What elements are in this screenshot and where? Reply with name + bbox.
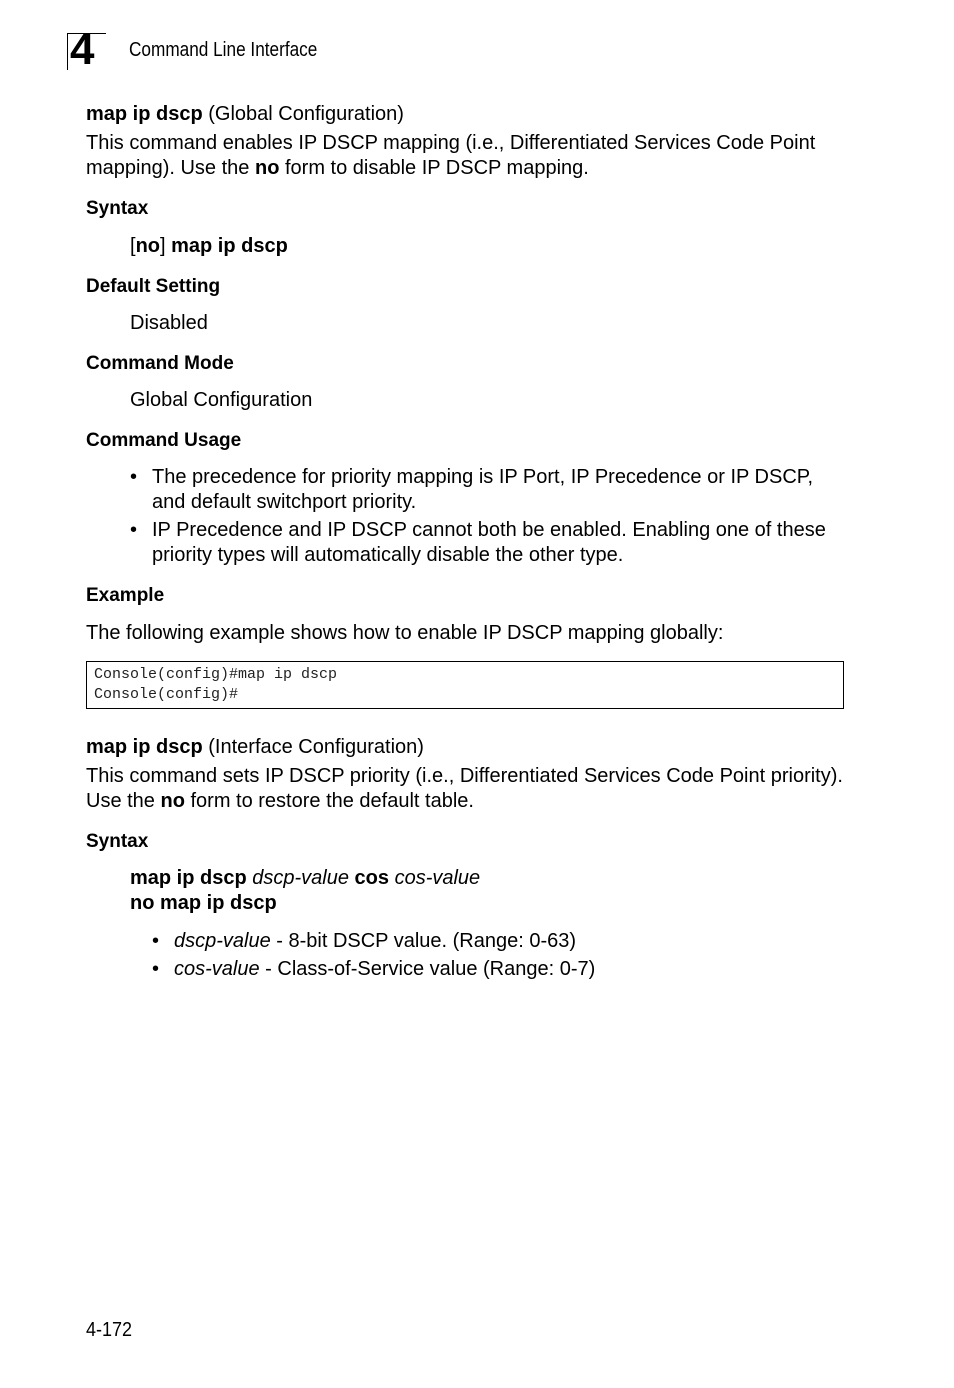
- page-number: 4-172: [86, 1319, 133, 1341]
- default-setting-value: Disabled: [130, 312, 208, 334]
- syntax-arg-dscp: dscp-value: [252, 867, 349, 889]
- syntax-bracket-close: ]: [160, 235, 172, 257]
- list-item: [152, 957, 872, 982]
- code-line: Console(config)#: [94, 686, 239, 703]
- syntax-command: map ip dscp: [130, 867, 247, 889]
- section1-syntax-line: [130, 234, 288, 259]
- section2-syntax-line1: [130, 866, 480, 891]
- section1-description: [86, 131, 846, 181]
- section1-desc-text1: This command enables IP DSCP mapping (i.e., Differentiated Services Code Point mapping). Use the: [86, 132, 816, 179]
- param-desc: - Class-of-Service value (Range: 0-7): [259, 958, 596, 980]
- param-name: cos-value: [174, 958, 260, 980]
- command-usage-list: [130, 465, 850, 571]
- section1-command: map ip dscp: [86, 103, 203, 125]
- syntax-keyword-cos: cos: [354, 867, 390, 889]
- section2-syntax-heading: Syntax: [86, 831, 149, 852]
- section2-desc-text2: form to restore the default table.: [184, 790, 474, 812]
- command-mode-value: Global Configuration: [130, 389, 313, 411]
- section1-context: (Global Configuration): [202, 103, 404, 125]
- code-example: [86, 661, 844, 709]
- section2-context: (Interface Configuration): [202, 736, 424, 758]
- section2-syntax-line2: no map ip dscp: [130, 892, 277, 914]
- default-setting-heading: Default Setting: [86, 276, 221, 297]
- list-item: • IP Precedence and IP DSCP cannot both be enabled. Enabling one of these priority types will automatically disable the other type.: [130, 518, 850, 568]
- section2-command: map ip dscp: [86, 736, 203, 758]
- section1-desc-no: no: [254, 157, 280, 179]
- list-item: [152, 929, 872, 954]
- section1-title: [86, 102, 404, 126]
- parameter-list: [152, 929, 872, 985]
- syntax-no: no: [135, 235, 160, 257]
- section2-description: [86, 764, 846, 814]
- section1-desc-text2: form to disable IP DSCP mapping.: [279, 157, 589, 179]
- code-line: Console(config)#map ip dscp: [94, 666, 338, 683]
- section2-title: [86, 735, 424, 759]
- syntax-bracket-open: [: [130, 235, 136, 257]
- running-title: Command Line Interface: [129, 39, 318, 61]
- section1-syntax-heading: Syntax: [86, 198, 149, 219]
- syntax-command: map ip dscp: [171, 235, 288, 257]
- chapter-number: 4: [70, 25, 94, 74]
- command-mode-heading: Command Mode: [86, 353, 234, 374]
- section2-desc-text1: This command sets IP DSCP priority (i.e., Differentiated Services Code Point priority). Use the: [86, 765, 843, 812]
- param-name: dscp-value: [174, 930, 271, 952]
- syntax-arg-cos: cos-value: [394, 867, 481, 889]
- list-item: • The precedence for priority mapping is IP Port, IP Precedence or IP DSCP, and default switchport priority.: [130, 465, 850, 515]
- command-usage-heading: Command Usage: [86, 430, 242, 451]
- section2-desc-no: no: [160, 790, 185, 812]
- param-desc: - 8-bit DSCP value. (Range: 0-63): [270, 930, 577, 952]
- example-intro: The following example shows how to enable IP DSCP mapping globally:: [86, 622, 724, 644]
- example-heading: Example: [86, 585, 165, 606]
